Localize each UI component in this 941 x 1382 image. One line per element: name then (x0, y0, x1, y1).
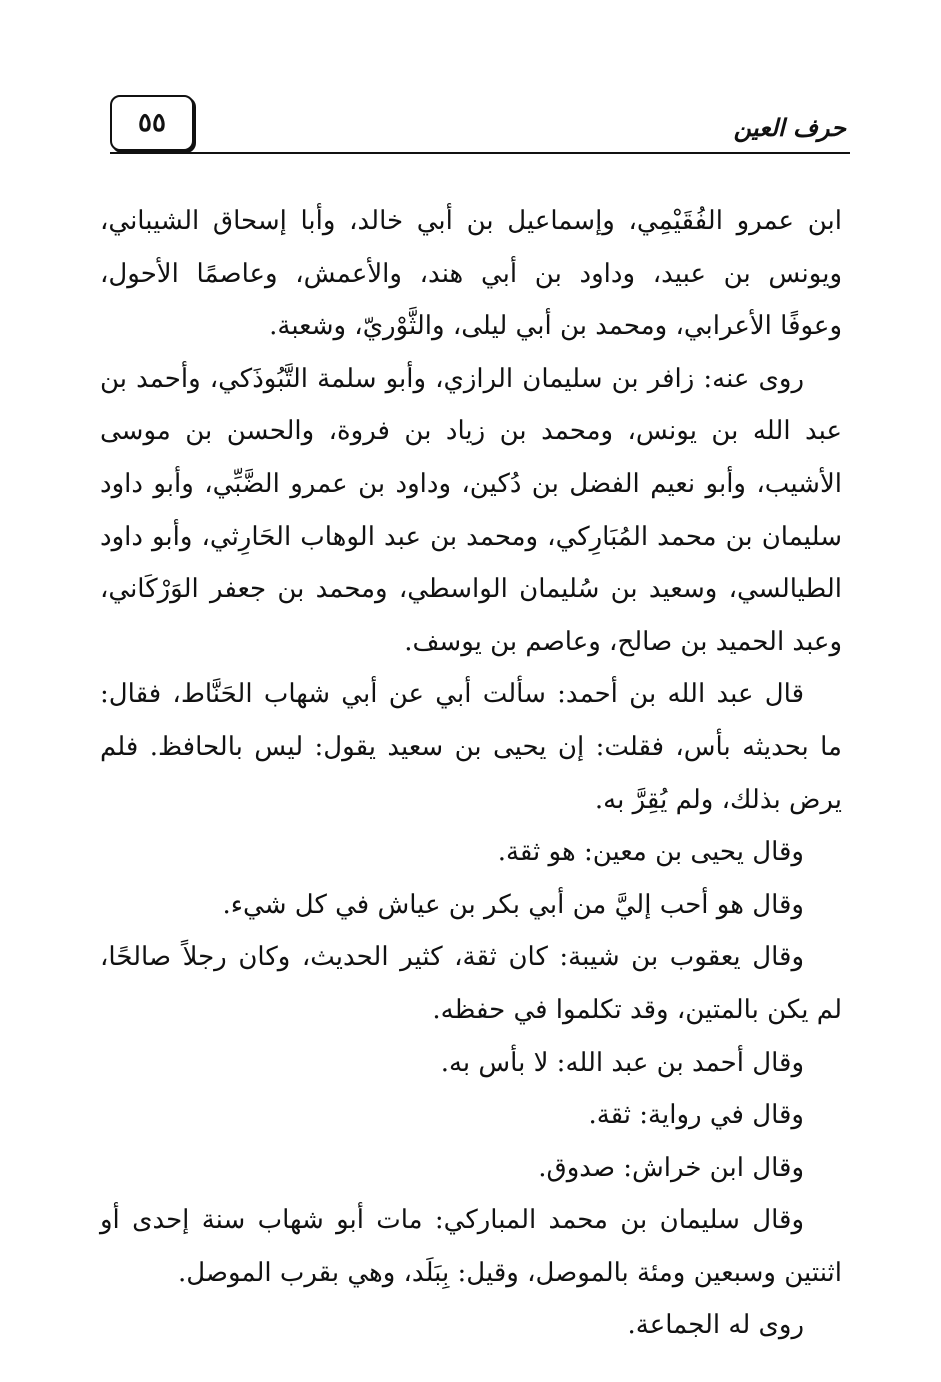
text-line: وقال في رواية: ثقة. (588, 1100, 804, 1131)
text-line: وقال أحمد بن عبد الله: لا بأس به. (440, 1047, 804, 1078)
running-title: حرف العين (733, 113, 846, 142)
text-line: يرض بذلك، ولم يُقِرَّ به. (594, 784, 842, 815)
text-line: سليمان بن محمد المُبَارِكي، ومحمد بن عبد الوهاب الحَارِثي، وأبو داود (100, 521, 842, 552)
text-line: روى عنه: زافر بن سليمان الرازي، وأبو سلمة التَّبُوذَكي، وأحمد بن (100, 363, 804, 394)
text-line: اثنتين وسبعين ومئة بالموصل، وقيل: بِبَلَد، وهي بقرب الموصل. (177, 1257, 842, 1288)
text-line: عبد الله بن يونس، ومحمد بن زياد بن فروة، والحسن بن موسى (100, 416, 842, 447)
header-rule (110, 152, 850, 154)
text-line: قال عبد الله بن أحمد: سألت أبي عن أبي شهاب الحَنَّاط، فقال: (100, 679, 804, 710)
page-header (110, 95, 850, 157)
text-line: وقال يعقوب بن شيبة: كان ثقة، كثير الحديث، وكان رجلاً صالحًا، (100, 942, 804, 973)
text-line: الطيالسي، وسعيد بن سُليمان الواسطي، ومحمد بن جعفر الوَرْكَاني، (100, 574, 842, 605)
text-line: لم يكن بالمتين، وقد تكلموا في حفظه. (432, 994, 842, 1025)
text-line: وعوفًا الأعرابي، ومحمد بن أبي ليلى، والثَّوْريّ، وشعبة. (269, 311, 842, 342)
text-line: ابن عمرو الفُقَيْمِي، وإسماعيل بن أبي خالد، وأبا إسحاق الشيباني، (100, 206, 842, 236)
body-text (100, 195, 842, 1352)
text-line: ما بحديثه بأس، فقلت: إن يحيى بن سعيد يقول: ليس بالحافظ. فلم (100, 731, 842, 762)
text-line: ويونس بن عبيد، وداود بن أبي هند، والأعمش، وعاصمًا الأحول، (100, 258, 842, 289)
text-line: وقال سليمان بن محمد المباركي: مات أبو شهاب سنة إحدى أو (100, 1205, 804, 1236)
text-line: وقال يحيى بن معين: هو ثقة. (497, 837, 804, 868)
text-line: وقال هو أحب إليَّ من أبي بكر بن عياش في كل شيء. (222, 889, 804, 920)
text-line: وعبد الحميد بن صالح، وعاصم بن يوسف. (404, 626, 842, 657)
text-line: الأشيب، وأبو نعيم الفضل بن دُكين، وداود بن عمرو الضَّبِّي، وأبو داود (100, 468, 842, 499)
text-line: روى له الجماعة. (627, 1310, 804, 1341)
text-line: وقال ابن خراش: صدوق. (538, 1152, 804, 1183)
page-number: ٥٥ (110, 95, 194, 151)
